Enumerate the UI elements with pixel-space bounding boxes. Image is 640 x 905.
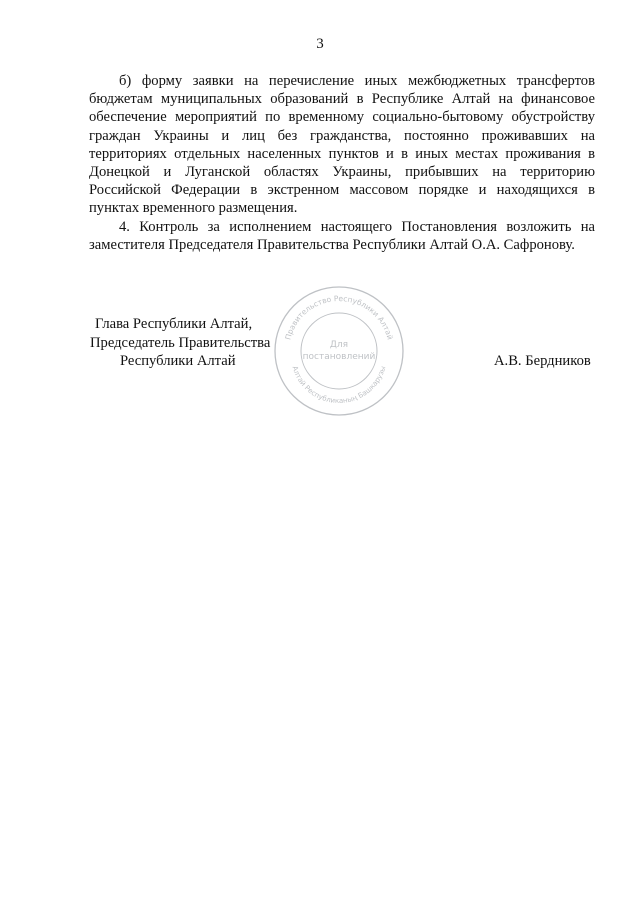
stamp-center-line2: постановлений (302, 352, 376, 362)
stamp-center-line1: Для (329, 340, 349, 350)
page-number: 3 (316, 36, 324, 52)
signature-block (0, 315, 640, 375)
stamp-ring-top-text: Правительство Республики Алтай (283, 293, 395, 341)
signatory-title-line3: Республики Алтай (120, 353, 236, 369)
signatory-title-line2: Председатель Правительства (90, 335, 271, 351)
paragraph-4: 4. Контроль за исполнением настоящего Постановления возложить на заместителя Председателя Правительства Республики Алтай О.А. Сафронову. (89, 218, 595, 253)
paragraph-b: б) форму заявки на перечисление иных межбюджетных трансфертов бюджетам муниципальных образований в Республике Алтай на финансовое обеспечение мероприятий по временному социально-бытовому обустройству граждан Украины и лиц без гражданства, постоянно проживавших на территориях отдельных населенных пунктов и в иных местах проживания в Донецкой и Луганской областях Украины, прибывших на территорию Российской Федерации в экстренном массовом порядке и находящихся в пунктах временного размещения. (89, 73, 595, 217)
document-body (89, 72, 595, 254)
signatory-title-line1: Глава Республики Алтай, (95, 316, 253, 332)
signatory-name: А.В. Бердников (494, 353, 591, 369)
stamp-ring-bottom-text: Алтай Республиканың Башкарузы (290, 365, 388, 406)
